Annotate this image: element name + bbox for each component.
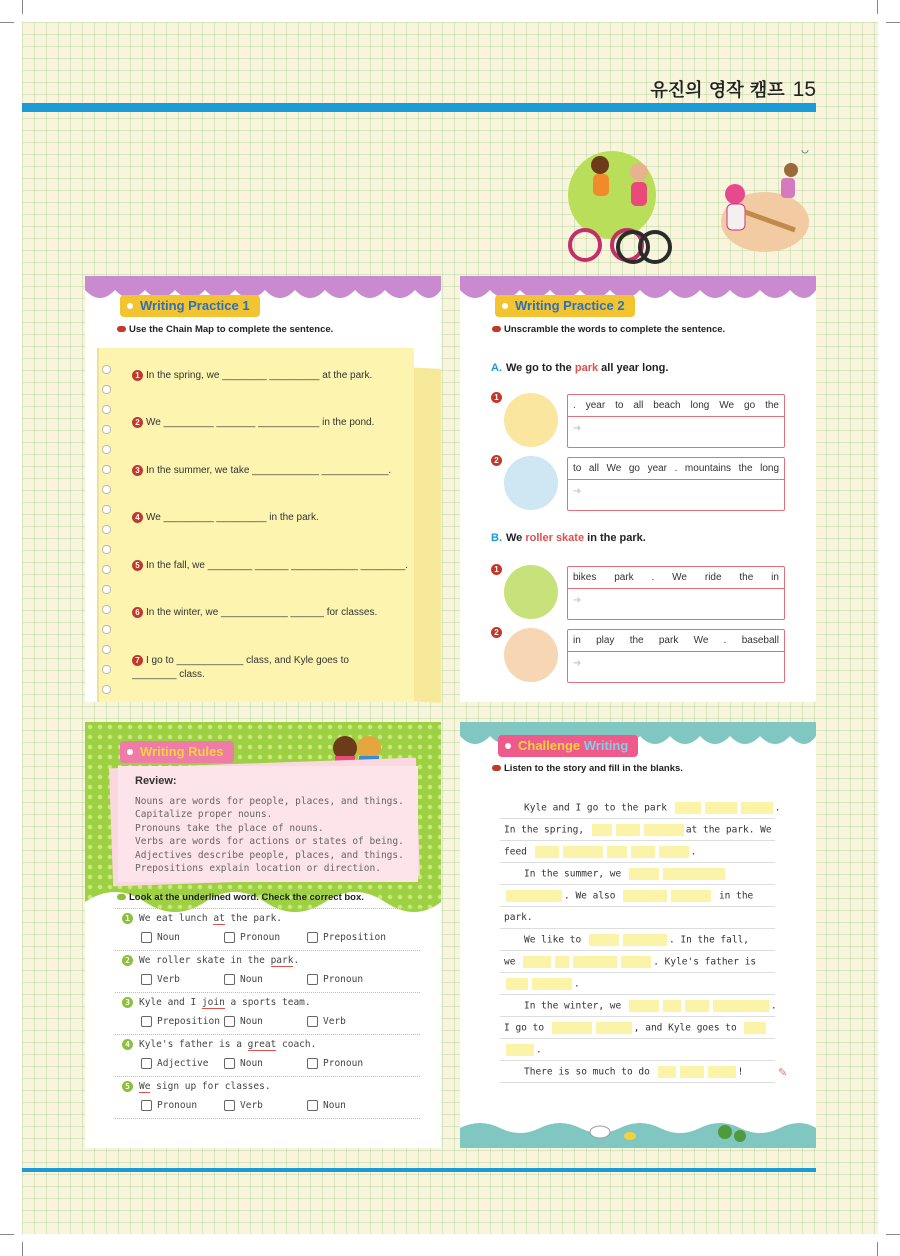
tag-label: Writing Practice 2 <box>515 298 625 313</box>
scrambled-word: the <box>629 635 644 646</box>
scrambled-word: all <box>633 400 644 411</box>
blank[interactable] <box>596 1022 632 1034</box>
review-line: Pronouns take the place of nouns. <box>135 823 324 834</box>
scrambled-word: beach <box>653 400 681 411</box>
underlined-word: join <box>201 997 225 1008</box>
wp1-item <box>132 559 412 573</box>
question <box>122 913 282 924</box>
wp1-item <box>132 511 412 525</box>
blank[interactable] <box>589 934 619 946</box>
q-post: coach. <box>276 1039 317 1050</box>
kid-head <box>630 163 648 181</box>
word-bank <box>568 458 784 480</box>
checkbox-option[interactable]: Preposition <box>141 1016 220 1027</box>
review-line: Verbs are words for actions or states of being. <box>135 836 404 847</box>
unscramble-box <box>567 457 785 511</box>
line <box>500 840 775 841</box>
q-pre: We eat lunch <box>139 913 214 924</box>
divider <box>115 1118 420 1119</box>
blank[interactable] <box>741 802 773 814</box>
item-number: 2 <box>491 627 502 638</box>
blank[interactable] <box>552 1022 592 1034</box>
scrambled-word: long <box>760 463 779 474</box>
line <box>500 994 775 995</box>
rules-instruction <box>117 892 364 903</box>
answer-line[interactable] <box>568 417 784 440</box>
story-text: . We also <box>564 890 616 902</box>
story-text: at the park. We <box>685 824 772 836</box>
pad-ring <box>102 485 111 494</box>
checkbox-option[interactable]: Pronoun <box>141 1100 197 1111</box>
item-number: 6 <box>132 607 143 618</box>
blank[interactable] <box>629 868 659 880</box>
question <box>122 1039 316 1050</box>
blank[interactable] <box>506 1044 534 1056</box>
scrambled-word: . <box>723 635 727 646</box>
checkbox-option[interactable]: Noun <box>224 1016 263 1027</box>
pad-ring <box>102 465 111 474</box>
blank[interactable] <box>629 1000 659 1012</box>
underlined-word: park <box>270 955 294 966</box>
story-line <box>504 1044 542 1056</box>
challenge-writing-tag <box>498 735 638 757</box>
beach-picture <box>504 393 558 447</box>
q-post: . <box>293 955 300 966</box>
pad-ring <box>102 685 111 694</box>
section-letter: B. <box>491 532 502 544</box>
story-text: . <box>574 978 580 990</box>
scrambled-word: baseball <box>741 635 779 646</box>
checkbox-option[interactable]: Verb <box>224 1100 263 1111</box>
question-number: 3 <box>122 997 133 1008</box>
item-text: We _________ _______ ___________ in the pond. <box>146 417 375 428</box>
checkbox-option[interactable]: Preposition <box>307 932 386 943</box>
item-number: 5 <box>132 560 143 571</box>
story-line <box>504 846 696 858</box>
item-number: 3 <box>132 465 143 476</box>
duck-icon <box>590 1126 610 1138</box>
story-line: park. <box>504 912 533 923</box>
unscramble-box <box>567 629 785 683</box>
page-title: 유진의 영작 캠프 <box>650 80 785 101</box>
divider <box>115 950 420 951</box>
story-line <box>504 1022 768 1034</box>
scrambled-word: to <box>615 400 624 411</box>
ball <box>802 150 808 153</box>
blank[interactable] <box>644 824 684 836</box>
tag-dot <box>127 303 133 309</box>
item-number: 1 <box>491 564 502 575</box>
blank[interactable] <box>708 1066 736 1078</box>
review-line: Capitalize proper nouns. <box>135 809 273 820</box>
sentence-start: We go to the <box>506 362 572 374</box>
story-line <box>524 802 780 814</box>
line <box>500 972 775 973</box>
blank[interactable] <box>573 956 617 968</box>
sentence-highlight: roller skate <box>525 532 585 544</box>
pad-ring <box>102 625 111 634</box>
tag-dot <box>502 303 508 309</box>
word-bank <box>568 395 784 417</box>
item-number: 4 <box>132 512 143 523</box>
tag-label: Writing Rules <box>140 744 224 759</box>
blank[interactable] <box>659 846 689 858</box>
scrambled-word: park <box>614 572 634 583</box>
sentence-end: in the park. <box>587 532 646 544</box>
story-text: In the spring, <box>504 824 585 836</box>
question-number: 2 <box>122 955 133 966</box>
item-number: 2 <box>132 417 143 428</box>
page-header <box>650 76 816 102</box>
leaf-icon <box>117 894 126 900</box>
arrow-icon: ➜ <box>573 486 582 497</box>
word-bank <box>568 630 784 652</box>
blank[interactable] <box>658 1066 676 1078</box>
story-text: . Kyle's father is <box>653 956 757 968</box>
checkbox-option[interactable]: Pronoun <box>307 974 363 985</box>
scrambled-word: the <box>765 400 779 411</box>
wp1-item <box>132 606 412 620</box>
checkbox-option[interactable]: Noun <box>224 974 263 985</box>
story-text: we <box>504 956 516 968</box>
blank[interactable] <box>535 846 559 858</box>
section-a-sentence <box>491 362 668 374</box>
crop-mark <box>886 22 900 23</box>
instruction-text: Look at the underlined word. Check the correct box. <box>129 892 364 903</box>
tag-label: Writing Practice 1 <box>140 298 250 313</box>
question-number: 5 <box>122 1081 133 1092</box>
q-pre: We roller skate in the <box>139 955 271 966</box>
pad-ring <box>102 405 111 414</box>
story-line <box>524 1000 777 1012</box>
item-number: 1 <box>132 370 143 381</box>
batter-helmet <box>725 184 745 204</box>
question-number: 1 <box>122 913 133 924</box>
question <box>122 997 311 1008</box>
blank[interactable] <box>506 890 562 902</box>
blank[interactable] <box>705 802 737 814</box>
tag-dot <box>505 743 511 749</box>
pad-ring <box>102 545 111 554</box>
divider <box>115 992 420 993</box>
story-text: . <box>536 1044 542 1056</box>
scrambled-word: go <box>744 400 756 411</box>
item-text: In the spring, we ________ _________ at the park. <box>146 370 373 381</box>
wp1-item <box>132 369 412 383</box>
review-line: Adjectives describe people, places, and things. <box>135 850 404 861</box>
pad-ring <box>102 605 111 614</box>
blank[interactable] <box>607 846 627 858</box>
writing-rules-tag <box>120 741 234 763</box>
story-text: In the winter, we <box>524 1000 622 1012</box>
crop-mark <box>886 1234 900 1235</box>
arrow-icon: ➜ <box>573 658 582 669</box>
review-line: Nouns are words for people, places, and things. <box>135 796 404 807</box>
scrambled-word: . <box>651 572 655 583</box>
scrambled-word: We <box>672 572 687 583</box>
item-number: 1 <box>491 392 502 403</box>
story-text: In the summer, we <box>524 868 622 880</box>
blank[interactable] <box>616 824 640 836</box>
pad-ring <box>102 365 111 374</box>
blank[interactable] <box>555 956 569 968</box>
sentence-highlight: park <box>574 362 599 374</box>
story-line <box>504 956 756 968</box>
wp1-item <box>132 464 412 478</box>
q-post: the park. <box>224 913 283 924</box>
story-text: in the <box>718 890 754 902</box>
line <box>500 906 775 907</box>
batter-body <box>727 204 745 230</box>
crop-mark <box>0 22 14 23</box>
tag-label-b: Writing <box>583 738 629 753</box>
blank[interactable] <box>663 868 725 880</box>
crop-mark <box>22 0 23 14</box>
q-post: a sports team. <box>224 997 311 1008</box>
scrambled-word: park <box>658 635 679 646</box>
blank[interactable] <box>506 978 528 990</box>
blank[interactable] <box>680 1066 704 1078</box>
answer-line[interactable] <box>568 589 784 612</box>
story-line <box>524 934 749 946</box>
checkbox-option[interactable]: Noun <box>141 932 180 943</box>
underlined-word: We <box>139 1081 151 1092</box>
scrambled-word: year <box>585 400 606 411</box>
wp2-instruction: Unscramble the words to complete the sentence. <box>492 324 725 335</box>
checkbox-option[interactable]: Verb <box>141 974 180 985</box>
tag-label-a: Challenge <box>518 738 581 753</box>
crop-mark <box>0 1234 14 1235</box>
pad-ring <box>102 645 111 654</box>
challenge-instruction: Listen to the story and fill in the blanks. <box>492 763 683 774</box>
blank[interactable] <box>563 846 603 858</box>
blank[interactable] <box>592 824 612 836</box>
pad-ring <box>102 385 111 394</box>
checkbox-option[interactable]: Verb <box>307 1016 346 1027</box>
story-text: , and Kyle goes to <box>633 1022 737 1034</box>
kids-illustration <box>555 150 815 270</box>
wp1-instruction: Use the Chain Map to complete the sentence. <box>117 324 333 335</box>
line <box>500 928 775 929</box>
scrambled-word: mountains <box>684 463 732 474</box>
header-bar <box>22 103 816 112</box>
checkbox-option[interactable]: Adjective <box>141 1058 208 1069</box>
pad-ring <box>102 565 111 574</box>
story-text: We like to <box>524 934 582 946</box>
scrambled-word: in <box>573 635 581 646</box>
story-text: . In the fall, <box>668 934 750 946</box>
writing-practice-1-tag <box>120 295 260 317</box>
checkbox-option[interactable]: Pronoun <box>224 932 280 943</box>
pad-ring <box>102 445 111 454</box>
crop-mark <box>22 1242 23 1256</box>
sentence-start: We <box>506 532 523 544</box>
wp1-item <box>132 654 394 682</box>
scrambled-word: We <box>719 400 735 411</box>
line <box>500 862 775 863</box>
wp1-item <box>132 416 412 430</box>
story-text: There is so much to do <box>524 1066 650 1078</box>
story-line <box>524 1066 743 1078</box>
story-text: ! <box>737 1066 744 1078</box>
story-text: feed <box>504 846 527 858</box>
review-line: Prepositions explain location or direction. <box>135 863 381 874</box>
scrambled-word: ride <box>704 572 722 583</box>
word-bank <box>568 567 784 589</box>
lilypad-icon <box>734 1130 746 1142</box>
baseball-picture <box>504 628 558 682</box>
checkbox-option[interactable]: Noun <box>224 1058 263 1069</box>
question <box>122 955 299 966</box>
unscramble-box <box>567 394 785 448</box>
unscramble-box <box>567 566 785 620</box>
answer-line[interactable] <box>568 652 784 675</box>
pad-ring <box>102 585 111 594</box>
duckling-icon <box>624 1132 636 1140</box>
story-line <box>504 978 580 990</box>
line <box>500 1060 775 1061</box>
divider <box>115 908 420 909</box>
bike-wheel <box>570 230 600 260</box>
pencil-icon: ✎ <box>778 1067 788 1079</box>
scrambled-word: to <box>573 463 582 474</box>
q-post: sign up for classes. <box>150 1081 271 1092</box>
page-number: 15 <box>792 78 816 101</box>
legal-pad <box>97 348 414 702</box>
line <box>500 818 775 819</box>
scrambled-word: bikes <box>573 572 597 583</box>
story-line <box>504 890 753 902</box>
underlined-word: at <box>213 913 225 924</box>
scrambled-word: long <box>690 400 710 411</box>
kid-head <box>591 156 609 174</box>
crop-mark <box>877 0 878 14</box>
arrow-icon: ➜ <box>573 595 582 606</box>
bike-wheel <box>640 232 670 262</box>
blank[interactable] <box>713 1000 769 1012</box>
line <box>500 884 775 885</box>
underlined-word: great <box>247 1039 277 1050</box>
pad-ring <box>102 525 111 534</box>
item-number: 2 <box>491 455 502 466</box>
story-text: Kyle and I go to the park <box>524 802 667 814</box>
item-number: 7 <box>132 655 143 666</box>
line <box>500 1038 775 1039</box>
item-text: In the winter, we ____________ ______ for classes. <box>146 607 378 618</box>
story-line <box>504 824 772 836</box>
blank[interactable] <box>532 978 572 990</box>
divider <box>115 1034 420 1035</box>
bike-picture <box>504 565 558 619</box>
scrambled-word: We <box>606 463 622 474</box>
scrambled-word: go <box>628 463 640 474</box>
blank[interactable] <box>685 1000 709 1012</box>
catcher-head <box>784 163 798 177</box>
item-text: In the summer, we take ____________ ____________. <box>146 465 392 476</box>
q-pre: Kyle and I <box>139 997 202 1008</box>
section-b-sentence <box>491 532 646 544</box>
catcher-body <box>781 178 795 198</box>
blank[interactable] <box>663 1000 681 1012</box>
scrambled-word: play <box>596 635 615 646</box>
writing-practice-2-tag <box>495 295 635 317</box>
line <box>500 950 775 951</box>
lilypad-icon <box>718 1125 732 1139</box>
pad-ring <box>102 425 111 434</box>
kid-body <box>593 174 609 196</box>
mountain-picture <box>504 456 558 510</box>
story-text: . <box>770 1000 777 1012</box>
scrambled-word: We <box>693 635 709 646</box>
blank[interactable] <box>523 956 551 968</box>
blank[interactable] <box>623 934 667 946</box>
checkbox-option[interactable]: Pronoun <box>307 1058 363 1069</box>
story-text: . <box>690 846 697 858</box>
scrambled-word: the <box>739 572 754 583</box>
divider <box>115 1076 420 1077</box>
story-text: I go to <box>504 1022 545 1034</box>
water-wave <box>460 1118 816 1148</box>
scrambled-word: . <box>674 463 678 474</box>
item-text: In the fall, we ________ ______ ____________ ________. <box>146 560 408 571</box>
scrambled-word: . <box>573 400 576 411</box>
item-text: I go to ____________ class, and Kyle goes to ________ class. <box>132 655 349 680</box>
scrambled-word: all <box>588 463 599 474</box>
scrambled-word: in <box>771 572 779 583</box>
line <box>500 1016 775 1017</box>
question <box>122 1081 271 1092</box>
blank[interactable] <box>621 956 651 968</box>
pad-ring <box>102 505 111 514</box>
line <box>500 1082 775 1083</box>
sentence-end: all year long. <box>601 362 669 374</box>
blank[interactable] <box>671 890 711 902</box>
q-pre: Kyle's father is a <box>139 1039 248 1050</box>
blank[interactable] <box>631 846 655 858</box>
checkbox-option[interactable]: Noun <box>307 1100 346 1111</box>
answer-line[interactable] <box>568 480 784 503</box>
blank[interactable] <box>623 890 667 902</box>
item-text: We _________ _________ in the park. <box>146 512 319 523</box>
scrambled-word: the <box>738 463 753 474</box>
question-number: 4 <box>122 1039 133 1050</box>
crop-mark <box>877 1242 878 1256</box>
section-letter: A. <box>491 362 502 374</box>
blank[interactable] <box>675 802 701 814</box>
scrambled-word: year <box>647 463 668 474</box>
review-heading: Review: <box>135 775 177 787</box>
arrow-icon: ➜ <box>573 423 582 434</box>
kid-body <box>631 182 647 206</box>
blank[interactable] <box>744 1022 766 1034</box>
story-text: . <box>774 802 781 814</box>
pad-ring <box>102 665 111 674</box>
story-line <box>524 868 727 880</box>
tag-dot <box>127 749 133 755</box>
footer-bar <box>22 1168 816 1172</box>
